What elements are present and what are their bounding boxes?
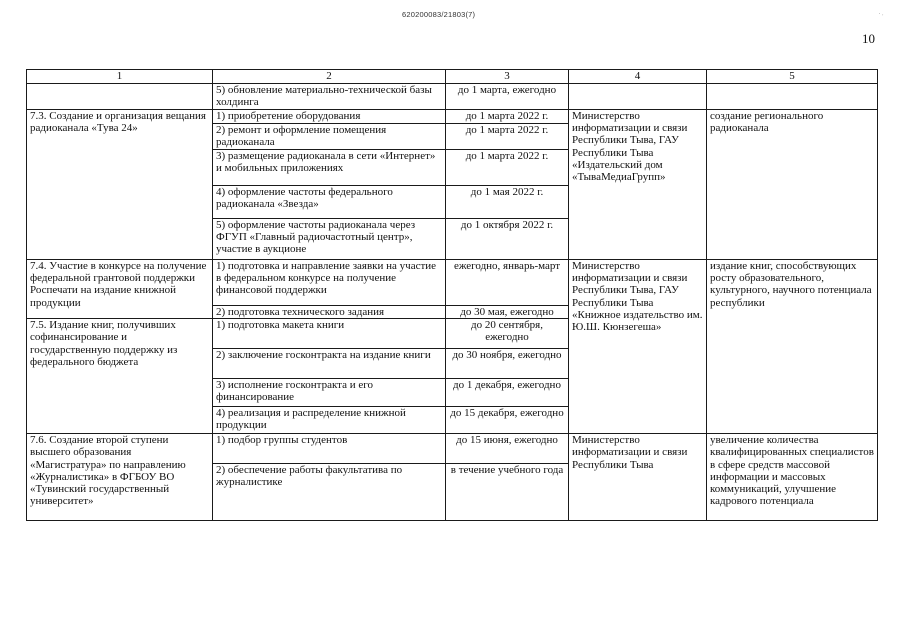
step-cell: 1) подготовка макета книги bbox=[213, 319, 446, 349]
step-cell: 1) приобретение оборудования bbox=[213, 110, 446, 124]
executor-cell: Министерство информатизации и связи Республики Тыва, ГАУ Республики Тыва «Книжное издательство им. Ю.Ш. Кюнзегеша» bbox=[569, 260, 707, 434]
term-cell: до 1 мая 2022 г. bbox=[446, 186, 569, 219]
corner-mark: · · bbox=[876, 11, 885, 19]
result-cell: издание книг, способствующих росту образовательного, культурного, научного потенциала республики bbox=[707, 260, 878, 434]
header-cell: 3 bbox=[446, 70, 569, 84]
term-cell: в течение учебного года bbox=[446, 464, 569, 521]
header-cell: 5 bbox=[707, 70, 878, 84]
measure-cell: 7.5. Издание книг, получивших софинансирование и государственную поддержку из федерального бюджета bbox=[27, 319, 213, 434]
term-cell: до 20 сентября, ежегодно bbox=[446, 319, 569, 349]
executor-cell: Министерство информатизации и связи Республики Тыва, ГАУ Республики Тыва «Издательский дом «ТываМедиаГрупп» bbox=[569, 110, 707, 260]
header-cell: 2 bbox=[213, 70, 446, 84]
table-header-row bbox=[27, 70, 878, 84]
table-row bbox=[27, 260, 878, 306]
step-cell: 4) реализация и распределение книжной продукции bbox=[213, 407, 446, 434]
step-cell: 4) оформление частоты федерального радиоканала «Звезда» bbox=[213, 186, 446, 219]
term-cell: до 15 июня, ежегодно bbox=[446, 434, 569, 464]
header-cell: 1 bbox=[27, 70, 213, 84]
executor-cell: Министерство информатизации и связи Республики Тыва bbox=[569, 434, 707, 521]
measure-cell: 7.3. Создание и организация вещания радиоканала «Тува 24» bbox=[27, 110, 213, 260]
step-cell: 1) подбор группы студентов bbox=[213, 434, 446, 464]
step-cell: 1) подготовка и направление заявки на участие в федеральном конкурсе на получение финансовой поддержки bbox=[213, 260, 446, 306]
result-cell-empty bbox=[707, 84, 878, 110]
term-cell: до 1 марта 2022 г. bbox=[446, 110, 569, 124]
page-number: 10 bbox=[862, 31, 875, 46]
result-cell: увеличение количества квалифицированных специалистов в сфере средств массовой информации и массовых коммуникаций, улучшение кадрового потенциала bbox=[707, 434, 878, 521]
term-cell: до 1 марта 2022 г. bbox=[446, 124, 569, 150]
table-row bbox=[27, 434, 878, 464]
term-cell: до 1 марта 2022 г. bbox=[446, 150, 569, 186]
measure-cell: 7.6. Создание второй ступени высшего образования «Магистратура» по направлению «Журналистика» в ФГБОУ ВО «Тувинский государственный университет» bbox=[27, 434, 213, 521]
step-cell: 2) ремонт и оформление помещения радиоканала bbox=[213, 124, 446, 150]
term-cell: до 15 декабря, ежегодно bbox=[446, 407, 569, 434]
table-row bbox=[27, 84, 878, 110]
result-cell: создание регионального радиоканала bbox=[707, 110, 878, 260]
document-number: 620200083/21803(7) bbox=[402, 10, 476, 19]
header-cell: 4 bbox=[569, 70, 707, 84]
term-cell: ежегодно, январь-март bbox=[446, 260, 569, 306]
executor-cell-empty bbox=[569, 84, 707, 110]
plan-table bbox=[26, 69, 878, 521]
step-cell: 3) исполнение госконтракта и его финансирование bbox=[213, 379, 446, 407]
term-cell: до 1 марта, ежегодно bbox=[446, 84, 569, 110]
step-cell: 5) обновление материально-технической базы холдинга bbox=[213, 84, 446, 110]
table-row bbox=[27, 110, 878, 124]
measure-cell: 7.4. Участие в конкурсе на получение федеральной грантовой поддержки Роспечати на издание книжной продукции bbox=[27, 260, 213, 319]
step-cell: 2) обеспечение работы факультатива по журналистике bbox=[213, 464, 446, 521]
term-cell: до 1 декабря, ежегодно bbox=[446, 379, 569, 407]
step-cell: 2) заключение госконтракта на издание книги bbox=[213, 349, 446, 379]
term-cell: до 1 октября 2022 г. bbox=[446, 219, 569, 260]
step-cell: 3) размещение радиоканала в сети «Интернет» и мобильных приложениях bbox=[213, 150, 446, 186]
step-cell: 5) оформление частоты радиоканала через ФГУП «Главный радиочастотный центр», участие в аукционе bbox=[213, 219, 446, 260]
term-cell: до 30 мая, ежегодно bbox=[446, 306, 569, 319]
term-cell: до 30 ноября, ежегодно bbox=[446, 349, 569, 379]
measure-cell-empty bbox=[27, 84, 213, 110]
step-cell: 2) подготовка технического задания bbox=[213, 306, 446, 319]
